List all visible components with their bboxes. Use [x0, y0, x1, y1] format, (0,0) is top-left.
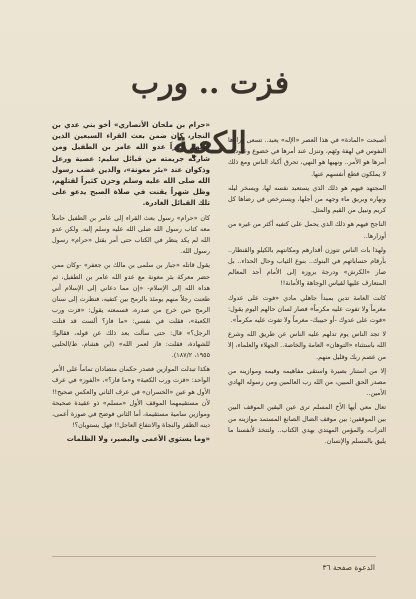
paragraph: الناجح فيهم هو ذلك الذي يحمل على كتفيه أكثر من غيره من أوزارها..: [228, 220, 386, 240]
paragraph: لا تجد الناس يوم تدلهم عليه الناس عن طريق الله وشرع الله باستثناء «التوهان» العامة والخاصة.. الجهلاء والعلماء، إلا من عصم ربك وقليل منهم.: [228, 330, 386, 361]
paragraph: ولهذا بات الناس تتوزن أقدارهم ومكانتهم بالكيلو والقنطار.. بأرقام حساباتهم في البنوك.. بنوع الثياب وحال الحذاء.. بل صار «الكرش» ودرجة بروزه إلى الأمام أحد المعالم المتعارف عليها لقياس الوجاهة والأمانة!!: [228, 245, 386, 288]
paragraph: إلا من استنار بصيرة واستقى مفاهيمه وقيمه وموازينه من مصدر الحق المبين، من الله رب العالمين ومن رسوله الهادي الأمين..: [228, 366, 386, 398]
paragraph: هكذا تبدلت الموازين فصدر حكمان متضادان تماماً على الأمر الواحد: «فزت ورب الكعبة» و«ما فاز؟»، «الفوز» في عرف الأول هو عين «الخسران» في عرف الثاني والعكس صحيح!! لأن مستقيمهما الموقف الأول «مسلم» ذو عقيدة صحيحة وموازين سامية مستقيمة، أما الثاني فوضح في صورة أعمى، دينه الظفر والنجاة والانتفاع العاجل!! فهل يستويان؟!: [52, 365, 210, 430]
page-footer: الدعوة صفحة ٣٦: [322, 563, 375, 572]
paragraph: أصبحت «المادة» في هذا العصر «الإله» يعبد.. تسعى وراءها النفوس في لهفة ونَهَم، وتنزل عند أمرها في خضوع وعبودية. أمرها هو الأمر.. ونهيها هو النهي، تحرق أكباد الناس ومع ذلك لا يملكون قطع أنفسهم عنها.: [228, 136, 386, 178]
footer-divider: [52, 556, 376, 557]
paragraph: «حرام بن ملحان الأنصاري» أخو بني عدي بن النجار، كان ضمن بعث القراء السبعين الذين قتلهم غدراً عدو الله عامر بن الطفيل ومن شاركه جريمته من قبائل سليم: عصية ورعل وذكوان عند «بئر معونة»، والذين غضب رسول الله صلى الله عليه وسلم وحزن كثيراً لقتلهم، وظل شهراً يقنت في صلاة الصبح يدعو على تلك القبائل الغادرة.: [52, 121, 210, 208]
article-title: فزت .. ورب الكعبة: [130, 66, 290, 161]
paragraph: المجتهد فيهم هو ذلك الذي يستعبد نفسه لها، ويسخر ليله ونهاره وبريق ماء وجهه من أجلها، ويسترخص في رضاها كل كريم ونبيل من القيم والمثل.: [228, 183, 386, 215]
paragraph: كان «حرام» رسول بعث القراء إلى عامر بن الطفيل حاملاً معه كتاب رسول الله صلى الله عليه وسلم إليه. ولكن عدو الله لم يكد ينظر في الكتاب حتى أمر بقتل «حرام» رسول رسول الله.: [52, 213, 210, 256]
paragraph: تعال معي أيها الأخ المسلم ترى عين اليقين الموقف البين بين الموقفين: بين موقف الضال الصانع المستمد موازينه من التراب، والمؤمن المهتدي بهدي الكتاب.. ولتتخذ لأنفسنا ما يليق بالمسلم والإنسان.: [228, 403, 386, 446]
paragraph: كانت العامة تدين بمبدأ جاهلي مادي «فوت على عدوك مغرماً ولا تفوت عليه مكرماً» فصار لسان حالهم اليوم يقول: «فوت على عدوك -أو حبيبك- مغرماً ولا تفوت عليه مكرماً».: [228, 293, 386, 325]
left-column: [52, 120, 210, 552]
paragraph: يقول قاتله «جبار بن سلمى بن مالك بن جعفر» -وكان ممن حضر معركة بئر معونة مع عدو الله عامر بن الطفيل، ثم هداه الله إلى الإسلام- «إن مما دعاني إلى الإسلام أني طعنت رجلاً منهم يومئذ بالرمح بين كتفيه، فنظرت إلى سنان الرمح حين خرج من صدره، فسمعته يقول: «فزت ورب الكعبة»، فقلت في نفسي: «ما فاز؟ ألست قد قتلت الرجل؟» قال: حتى سألت بعد ذلك عن قوله، فقالوا: للشهادة، فقلت: فاز لعمر الله» (ابن هشام، ط/الحلبي ١٩٥٥، ١٨٧/٢).: [52, 261, 210, 360]
paragraph: «وما يستوي الأعمى والبصير، ولا الظلمات: [66, 435, 210, 444]
right-column: [228, 135, 386, 543]
